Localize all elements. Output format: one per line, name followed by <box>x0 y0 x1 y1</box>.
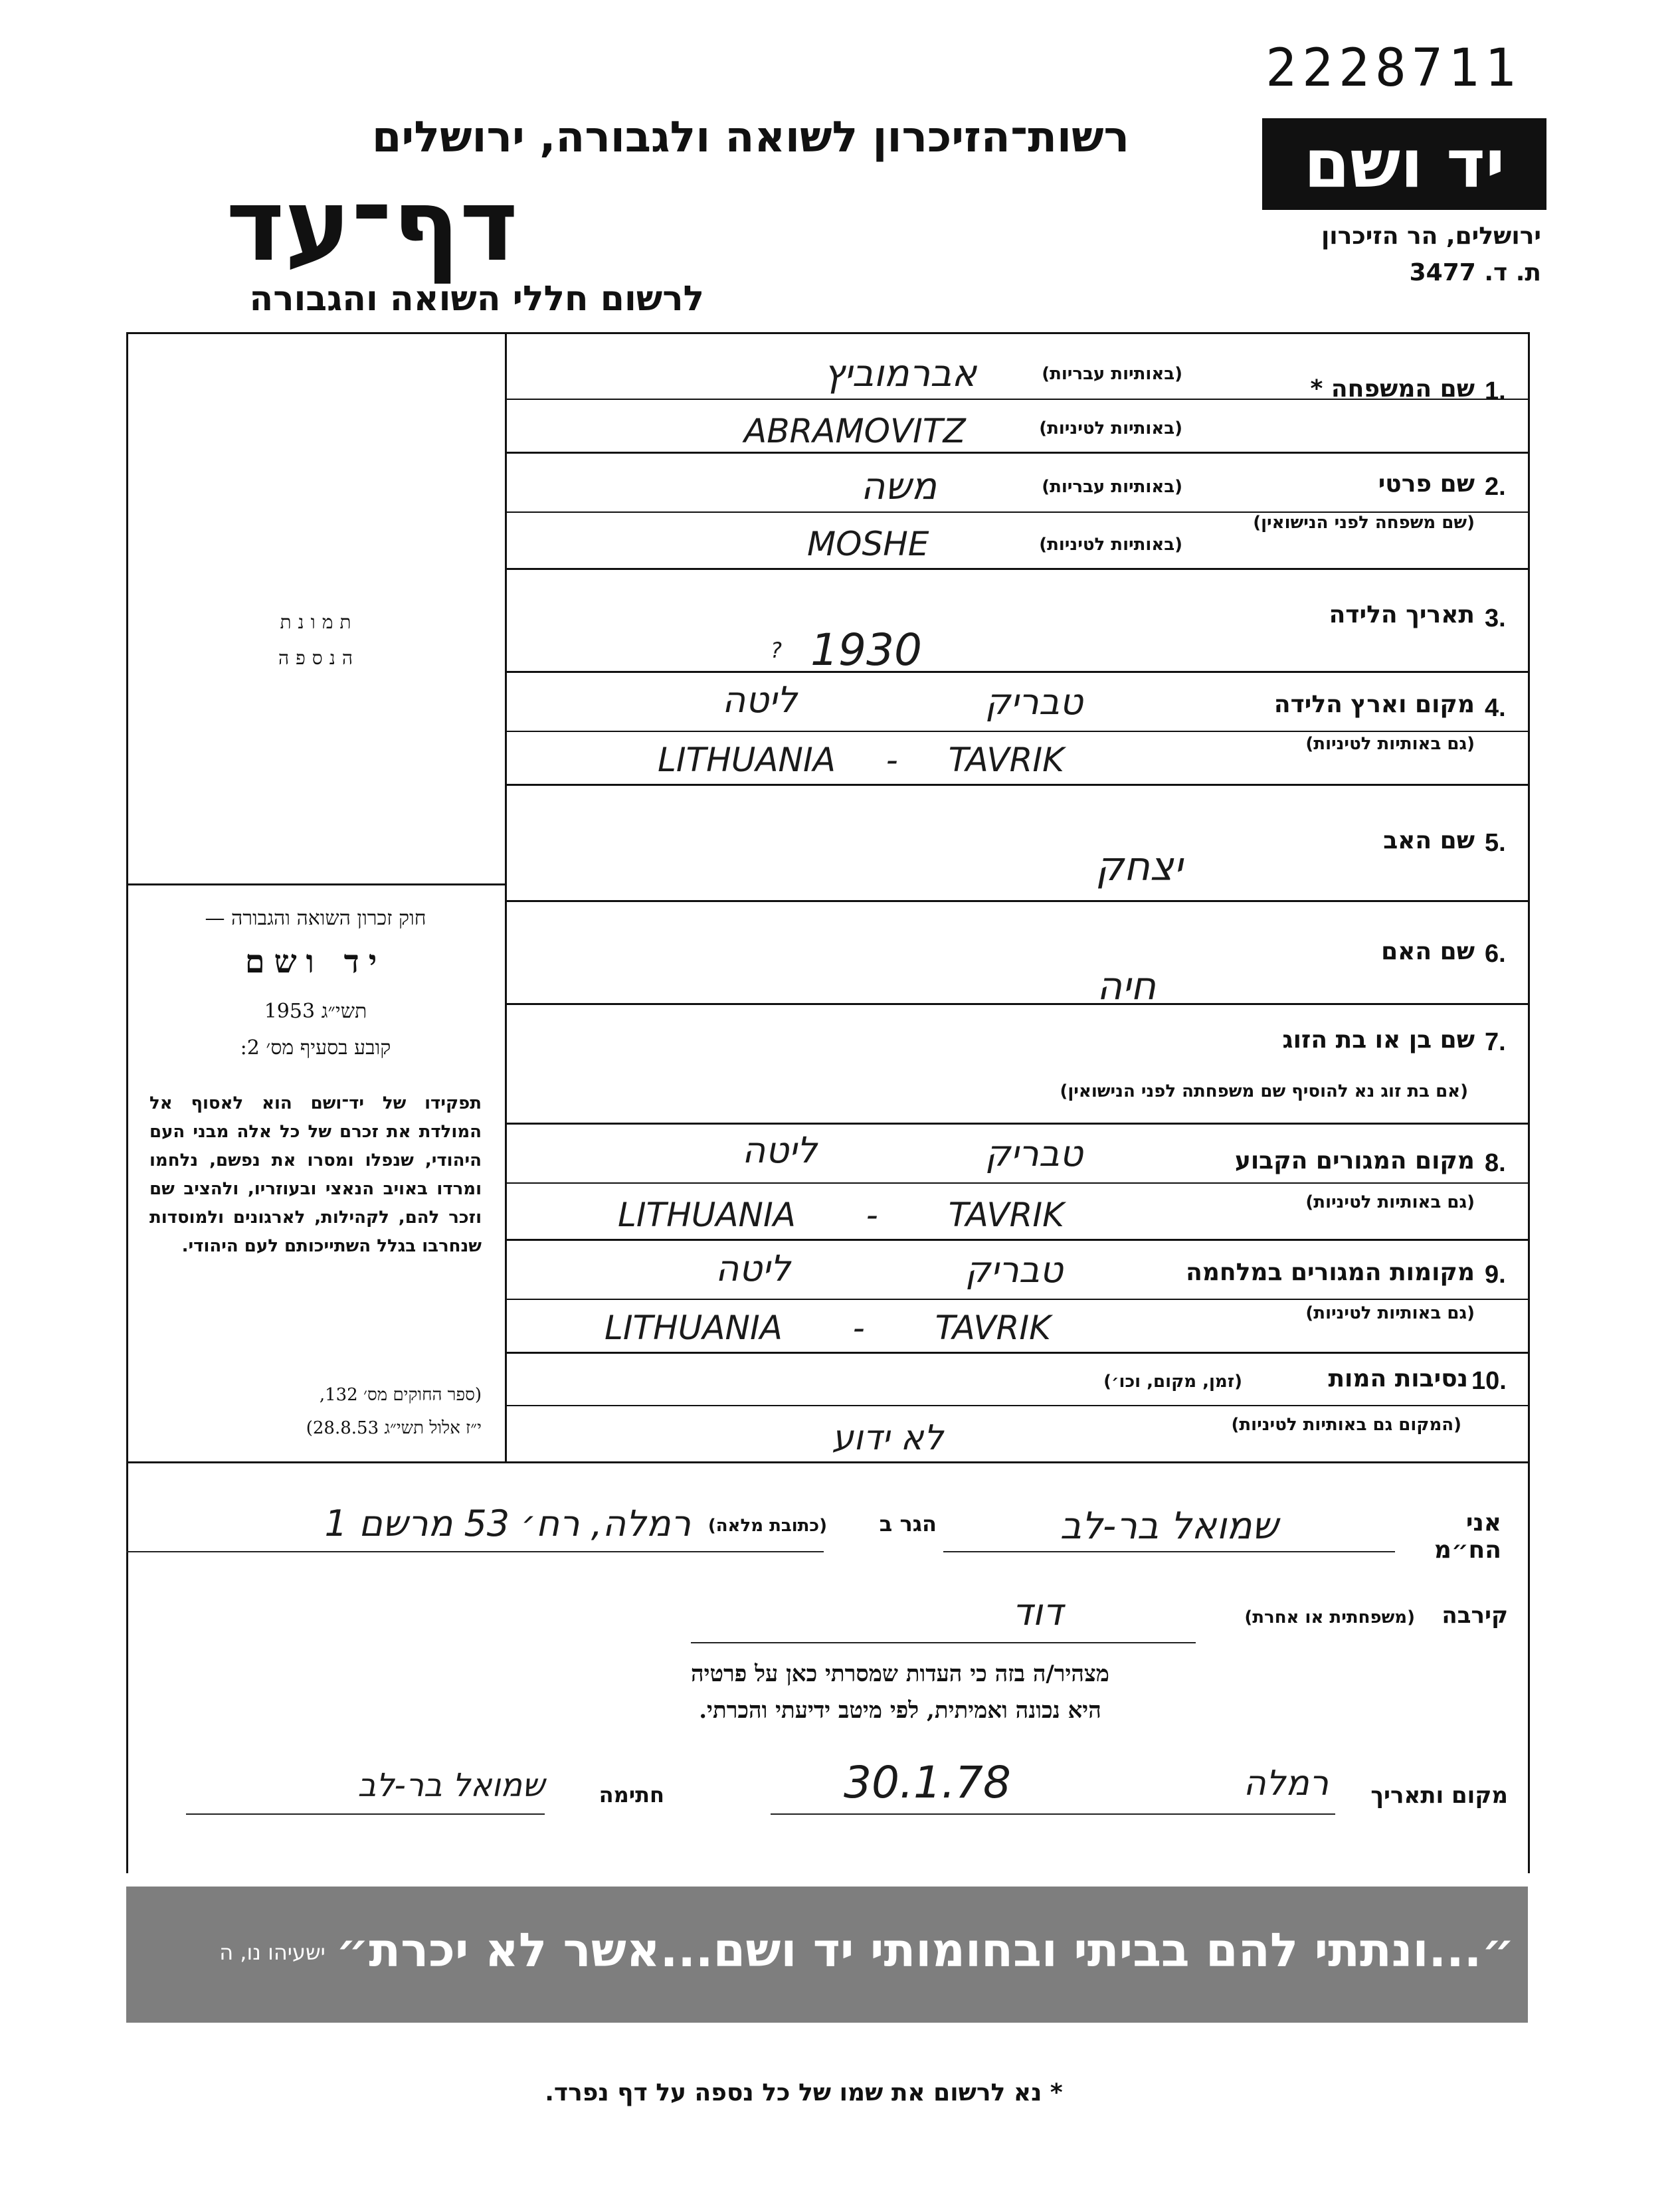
place-date-line <box>771 1813 1335 1815</box>
statement-line-1: מצהיר/ה בזה כי העדות שמסרתי כאן על פרטיה <box>691 1661 1109 1687</box>
field-3-number: 3. <box>1485 604 1506 632</box>
field-4-label: מקום וארץ הלידה <box>1273 691 1475 718</box>
field-3-value[interactable]: 1930 <box>810 624 922 676</box>
photo-label <box>146 611 492 670</box>
field-8-hebrew-country[interactable]: ליטה <box>741 1129 817 1171</box>
resides-label: הגר ב <box>879 1511 937 1536</box>
field-6-label: שם האם <box>1381 938 1475 965</box>
field-2-latin-value[interactable]: MOSHE <box>807 525 929 563</box>
row-rule-9 <box>506 1352 1529 1354</box>
field-2-hebrew-hint: (באותיות עבריות) <box>1042 477 1182 497</box>
address-line <box>126 1551 824 1552</box>
column-divider <box>505 332 507 1461</box>
field-9-number: 9. <box>1485 1261 1506 1289</box>
row-rule-8 <box>506 1239 1529 1241</box>
field-10-sub: (המקום גם באותיות לטיניות) <box>1231 1415 1461 1435</box>
relation-value[interactable]: דוד <box>1012 1591 1063 1634</box>
field-9-label: מקומות המגורים במלחמה <box>1186 1259 1475 1286</box>
row-rule-3 <box>506 671 1529 673</box>
field-8-hebrew-city[interactable]: טבריק <box>984 1133 1083 1174</box>
field-1-latin-hint: (באותיות לטיניות) <box>1039 418 1182 438</box>
field-2-sub: (שם משפחה לפני הנישואין) <box>1253 513 1475 533</box>
field-1-hebrew-hint: (באותיות עבריות) <box>1042 364 1182 384</box>
relation-paren: (משפחתית או אחרת) <box>1244 1608 1415 1627</box>
row-rule-5 <box>506 900 1529 902</box>
law-reference-1: (ספר החוקים מס׳ 132, <box>319 1385 482 1405</box>
law-name: יד ושם <box>244 943 387 980</box>
photo-label-line-2: הנספה <box>278 647 359 669</box>
field-10-label: נסיבות המות <box>1328 1365 1468 1392</box>
form-subtitle: לרשום חללי השואה והגבורה <box>249 279 704 319</box>
form-title: דף־עד <box>226 168 518 284</box>
photo-label-line-1: תמונת <box>280 611 358 633</box>
field-8-label: מקום המגורים הקבוע <box>1234 1147 1475 1174</box>
field-4-hebrew-country[interactable]: ליטה <box>721 679 797 721</box>
law-text: תפקידו של יד־ושם הוא לאסוף אל המולדת את זכרם של כל אלה מבני העם היהודי, שנפלו ומסרו את נפשם, נלחמו ומרדו באויב הנאצי ובעוזריו, ולהציב שם וזכר להם, לקהילות, לארגונים ולמוסדות שנחרבו בגלל השתייכותם לעם היהודי. <box>149 1093 482 1256</box>
address-value[interactable]: רמלה, רח׳ 53 מרשם 1 <box>324 1503 691 1544</box>
law-clause: קובע בסעיף מס׳ 2: <box>240 1036 391 1060</box>
field-1-number: 1. <box>1485 377 1506 405</box>
row-rule-8a <box>506 1182 1529 1184</box>
row-rule-1 <box>506 452 1529 454</box>
field-8-sub: (גם באותיות לטיניות) <box>1305 1192 1475 1212</box>
field-2-label: שם פרטי <box>1378 470 1475 498</box>
row-rule-10a <box>506 1405 1529 1406</box>
banner-source: ישעיהו נו, ה <box>219 1940 326 1965</box>
place-date-label: מקום ותאריך <box>1370 1782 1508 1809</box>
declaration-top-rule <box>126 1461 1528 1463</box>
field-2-hebrew-value[interactable]: משה <box>860 465 937 508</box>
field-2-latin-hint: (באותיות לטיניות) <box>1039 535 1182 555</box>
field-10-number: 10. <box>1471 1367 1507 1395</box>
serial-number: 2228711 <box>1265 39 1521 98</box>
field-6-value[interactable]: חיה <box>1097 963 1156 1008</box>
date-value[interactable]: 30.1.78 <box>844 1757 1011 1808</box>
declarant-value[interactable]: שמואל בר-לב <box>1060 1505 1279 1548</box>
statement-line-2: היא נכונה ואמיתית, לפי מיטב ידיעתי והכרתי. <box>699 1697 1101 1724</box>
frame-left <box>126 332 128 1873</box>
signature-label: חתימה <box>599 1782 664 1807</box>
field-5-value[interactable]: יצחק <box>1095 844 1182 890</box>
field-4-hebrew-city[interactable]: טבריק <box>984 681 1083 723</box>
field-4-latin-value[interactable]: LITHUANIA - TAVRIK <box>658 741 1064 779</box>
field-7-sub: (אם בת זוג נא להוסיף שם משפחתה לפני הנישואין) <box>1060 1081 1468 1101</box>
field-5-number: 5. <box>1485 829 1506 857</box>
signature-value[interactable]: שמואל בר-לב <box>357 1767 545 1804</box>
signature-line <box>186 1813 545 1815</box>
field-4-sub: (גם באותיות לטיניות) <box>1305 734 1475 754</box>
logo-text: יד ושם <box>1303 125 1505 203</box>
law-title: חוק זכרון השואה והגבורה — <box>205 907 426 930</box>
yad-vashem-logo <box>1262 118 1546 210</box>
banner-quote: ״...ונתתי להם בביתי ובחומותי יד ושם...אשר לא יכרת״ <box>335 1923 1515 1978</box>
row-rule-9a <box>506 1299 1529 1300</box>
field-6-number: 6. <box>1485 940 1506 968</box>
quote-banner <box>126 1887 1528 2023</box>
field-9-sub: (גם באותיות לטיניות) <box>1305 1303 1475 1323</box>
field-2-number: 2. <box>1485 473 1506 501</box>
row-rule-4 <box>506 784 1529 786</box>
footer-note: * נא לרשום את שמו של כל נספה על דף נפרד. <box>545 2079 1063 2106</box>
frame-right <box>1528 332 1530 1873</box>
field-9-hebrew-country[interactable]: ליטה <box>715 1247 791 1289</box>
place-value[interactable]: רמלה <box>1243 1764 1329 1803</box>
field-7-number: 7. <box>1485 1028 1506 1056</box>
field-1-latin-value[interactable]: ABRAMOVITZ <box>744 412 966 450</box>
field-3-question-mark: ? <box>771 638 782 663</box>
field-9-latin-value[interactable]: LITHUANIA - TAVRIK <box>605 1309 1051 1347</box>
sidebar-rule <box>126 883 506 885</box>
field-5-label: שם האב <box>1383 827 1475 854</box>
field-8-latin-value[interactable]: LITHUANIA - TAVRIK <box>618 1196 1064 1234</box>
field-9-hebrew-city[interactable]: טבריק <box>965 1249 1063 1291</box>
field-10-value[interactable]: לא ידוע <box>832 1418 943 1458</box>
address-line-2: ת. ד. 3477 <box>1409 259 1541 286</box>
field-7-label: שם בן או בת הזוג <box>1282 1026 1475 1054</box>
field-1-hebrew-value[interactable]: אברמוביץ <box>824 352 977 395</box>
frame-top <box>126 332 1528 334</box>
declarant-label: אני הח״מ <box>1434 1509 1501 1564</box>
field-4-number: 4. <box>1485 694 1506 722</box>
authority-name: רשות־הזיכרון לשואה ולגבורה, ירושלים <box>371 113 1129 162</box>
law-reference-2: י״ז אלול תשי״ג 28.8.53) <box>306 1418 482 1438</box>
field-1-label: שם המשפחה * <box>1310 375 1475 403</box>
row-rule-7 <box>506 1123 1529 1125</box>
address-line-1: ירושלים, הר הזיכרון <box>1321 223 1541 250</box>
law-year: תשי״ג 1953 <box>264 1000 367 1023</box>
relation-label: קירבה <box>1442 1602 1508 1629</box>
row-rule-2 <box>506 568 1529 570</box>
address-paren: (כתובת מלאה) <box>707 1516 827 1536</box>
field-3-label: תאריך הלידה <box>1329 601 1475 628</box>
relation-line <box>691 1642 1196 1643</box>
declarant-line <box>943 1551 1395 1552</box>
field-8-number: 8. <box>1485 1149 1506 1177</box>
row-rule-4a <box>506 731 1529 732</box>
field-10-paren: (זמן, מקום, וכו׳) <box>1103 1372 1242 1392</box>
